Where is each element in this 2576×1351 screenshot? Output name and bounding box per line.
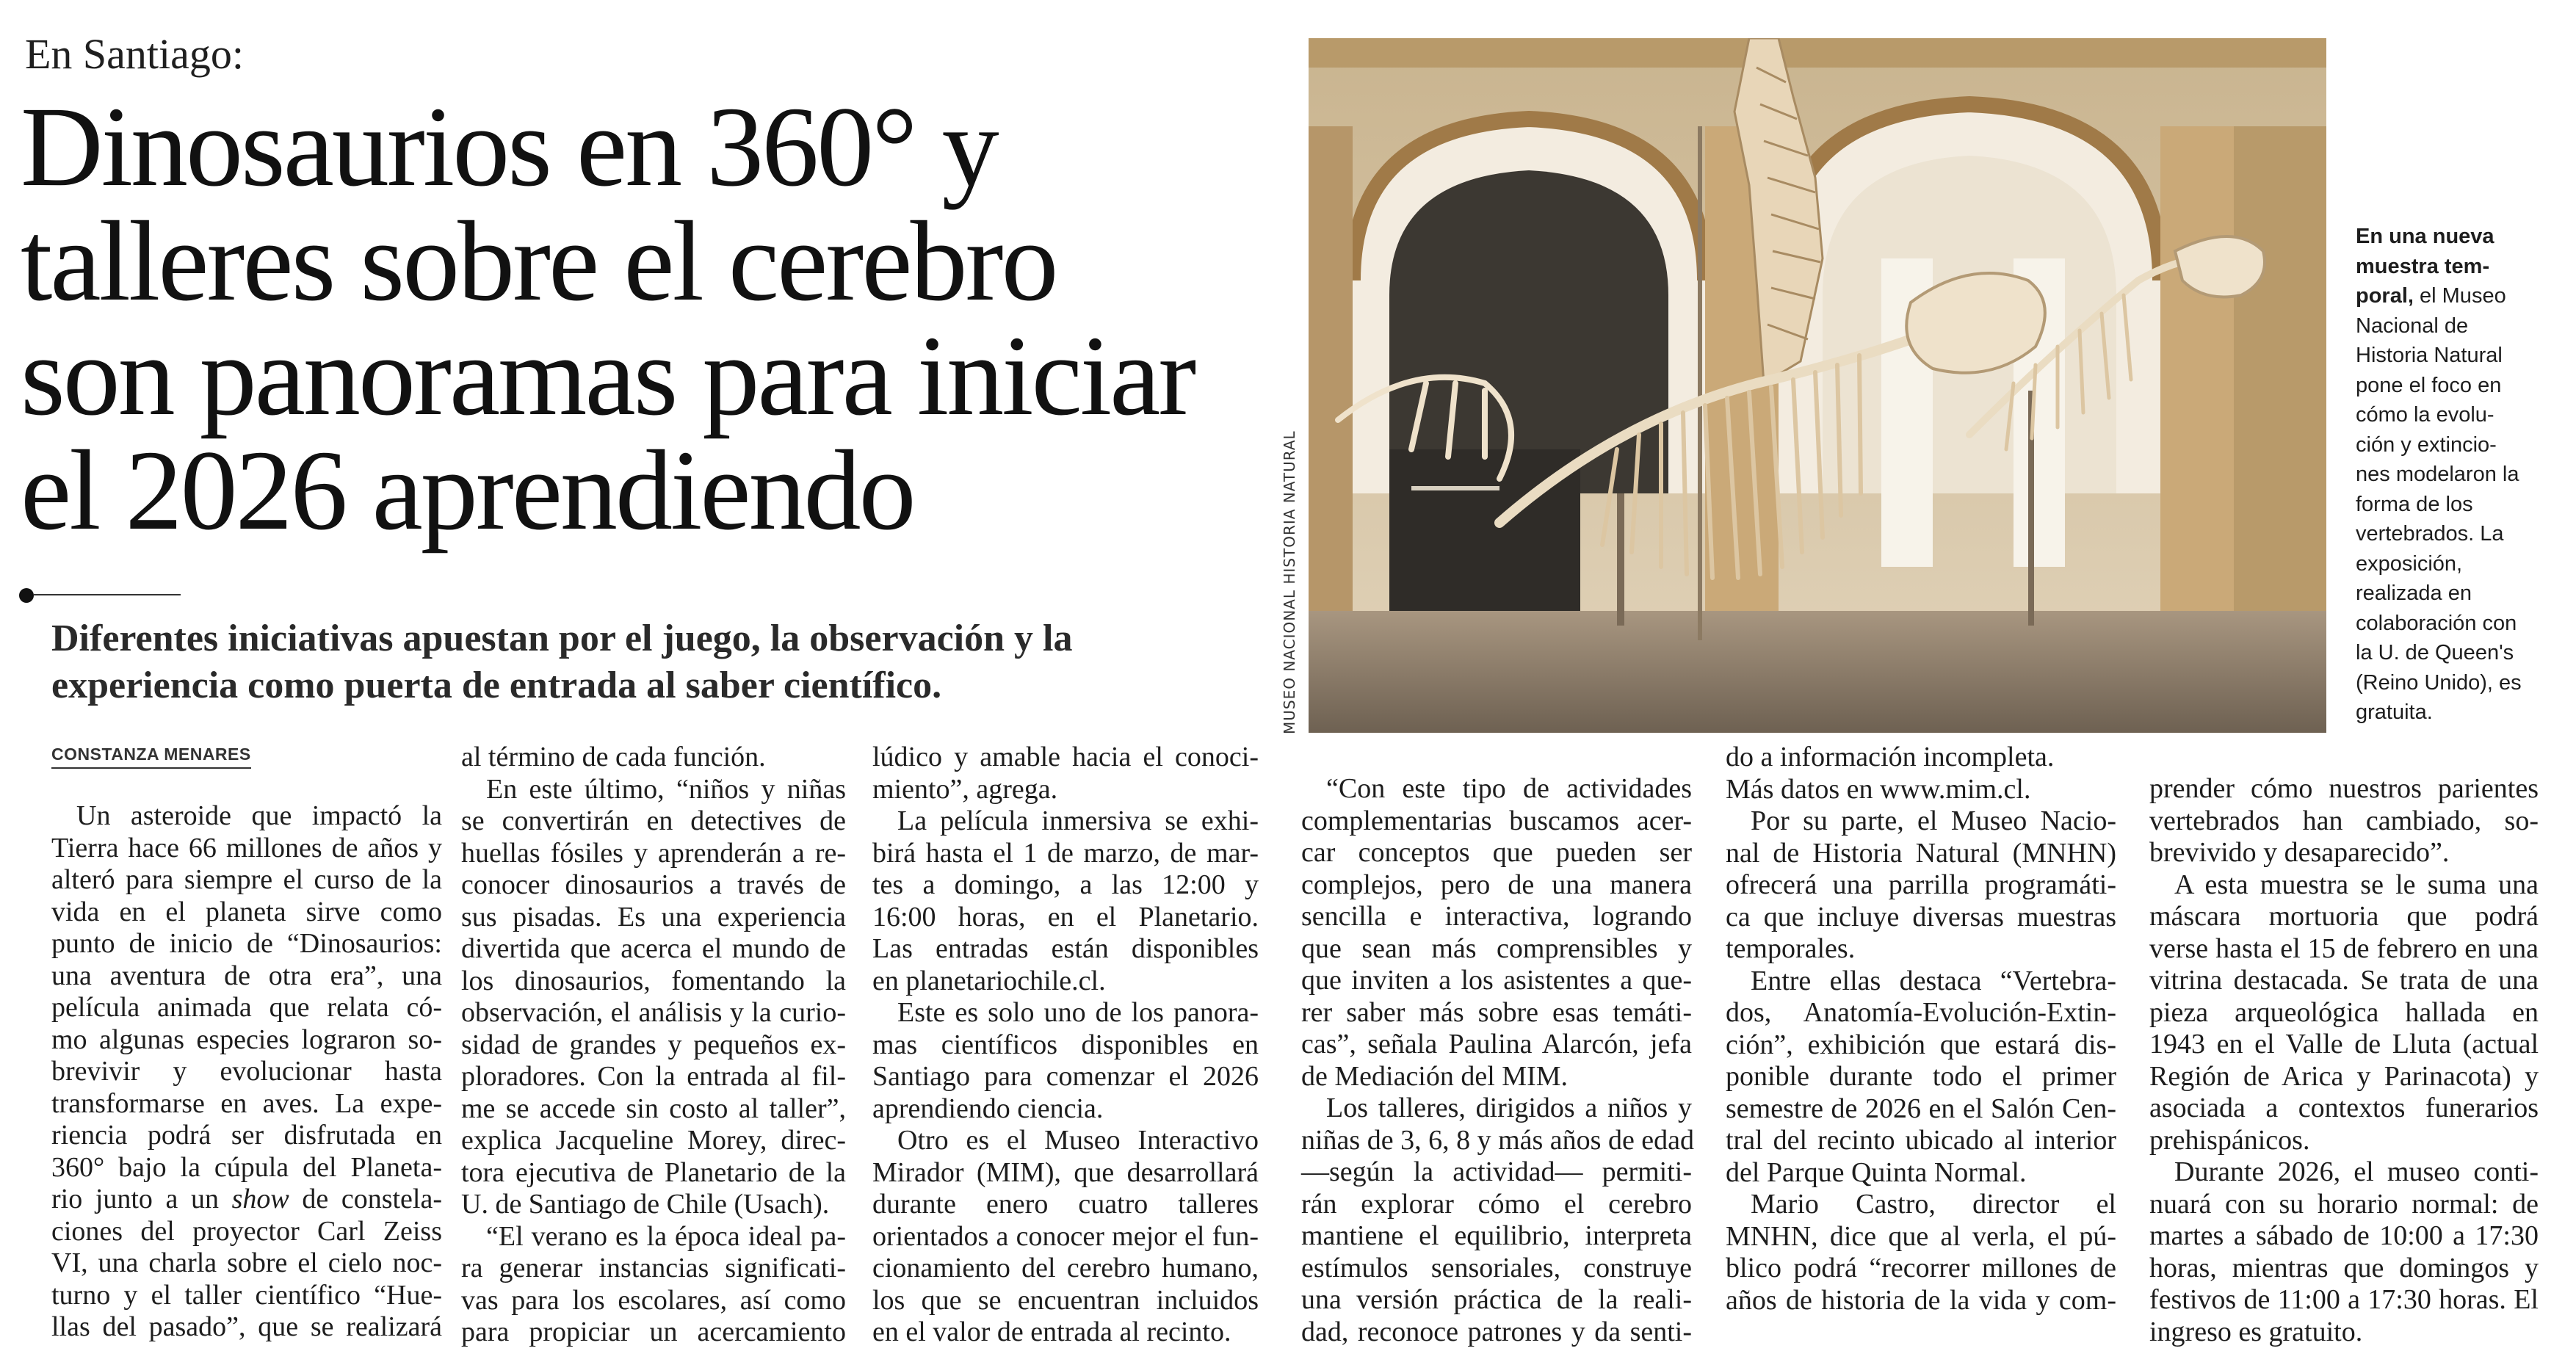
article-line: blico podrá “recorrer millones de bbox=[1726, 1253, 2116, 1283]
article-line: ciones del proyector Carl Zeiss bbox=[51, 1215, 442, 1247]
article-line: nuará con su horario normal: de bbox=[2149, 1188, 2539, 1220]
byline: CONSTANZA MENARES bbox=[51, 745, 251, 769]
article-line: ploradores. Con la entrada al fil- bbox=[461, 1061, 846, 1092]
article-line: martes a sábado de 10:00 a 17:30 bbox=[2149, 1220, 2539, 1251]
article-line: do a información incompleta. bbox=[1726, 742, 2055, 772]
article-line: 16:00 horas, en el Planetario. bbox=[872, 901, 1259, 932]
headline-line: Dinosaurios en 360° y bbox=[21, 83, 997, 210]
article-line: sus pisadas. Es una experiencia bbox=[461, 901, 846, 932]
article-line: brevivido y desaparecido”. bbox=[2149, 837, 2450, 868]
article-line: prehispánicos. bbox=[2149, 1124, 2310, 1156]
rule-divider bbox=[34, 594, 181, 595]
caption-line: forma de los bbox=[2356, 492, 2473, 516]
caption-line: ción y extincio- bbox=[2356, 432, 2497, 457]
article-line: Región de Arica y Parinacota) y bbox=[2149, 1060, 2539, 1092]
article-line: rer saber más sobre esas temáti- bbox=[1301, 996, 1692, 1028]
article-line: ra generar instancias significati- bbox=[461, 1253, 846, 1283]
article-line: miento”, agrega. bbox=[872, 773, 1058, 805]
article-line: una versión práctica de la reali- bbox=[1301, 1284, 1692, 1315]
rule-bullet bbox=[19, 588, 34, 603]
article-line: tora ejecutiva de Planetario de la bbox=[461, 1156, 846, 1188]
article-line: verse hasta el 15 de febrero en una bbox=[2149, 932, 2539, 964]
article-line: nal de Historia Natural (MNHN) bbox=[1726, 837, 2116, 869]
article-line: brevivir y evolucionar hasta bbox=[51, 1056, 442, 1087]
article-line: vitrina destacada. Se trata de una bbox=[2149, 965, 2539, 996]
article-line: Este es solo uno de los panora- bbox=[897, 997, 1259, 1028]
article-line: sencilla e interactiva, logrando bbox=[1301, 901, 1692, 932]
article-line: estímulos sensoriales, construye bbox=[1301, 1252, 1692, 1283]
article-column-5 bbox=[1726, 742, 2116, 1316]
article-line: orientados a conocer mejor el fun- bbox=[872, 1220, 1259, 1252]
article-line: mas científicos disponibles en bbox=[872, 1029, 1259, 1060]
museum-photo bbox=[1309, 38, 2326, 733]
caption-line: exposición, bbox=[2356, 551, 2463, 576]
article-column-3 bbox=[872, 742, 1259, 1349]
caption-text: el Museo bbox=[2413, 284, 2506, 308]
article-line: Mario Castro, director el bbox=[1751, 1189, 2116, 1220]
skeleton-exhibit-illustration bbox=[1309, 38, 2326, 733]
caption-line: cómo la evolu- bbox=[2356, 403, 2494, 427]
headline-line: el 2026 aprendiendo bbox=[21, 427, 914, 554]
article-line: película animada que relata có- bbox=[51, 992, 442, 1023]
article-line: al término de cada función. bbox=[461, 742, 766, 772]
caption-line: colaboración con bbox=[2356, 611, 2517, 635]
article-line: alteró para siempre el curso de la bbox=[51, 864, 442, 895]
article-column-1 bbox=[51, 800, 442, 1344]
article-line: una aventura de otra era”, una bbox=[51, 960, 442, 991]
caption-line: vertebrados. La bbox=[2356, 522, 2504, 546]
article-line: Los talleres, dirigidos a niños y bbox=[1326, 1093, 1692, 1123]
article-line: se convertirán en detectives de bbox=[461, 805, 846, 836]
article-line: vas para los escolares, así como bbox=[461, 1284, 846, 1316]
article-line: prender cómo nuestros parientes bbox=[2149, 773, 2539, 804]
article-column-6 bbox=[2149, 773, 2539, 1348]
article-line: que inviten a los asistentes a que- bbox=[1301, 965, 1692, 996]
article-line: asociada a contextos funerarios bbox=[2149, 1093, 2539, 1123]
article-line: punto de inicio de “Dinosaurios: bbox=[51, 928, 442, 959]
article-line: Tierra hace 66 millones de años y bbox=[51, 832, 442, 863]
caption-line: (Reino Unido), es bbox=[2356, 670, 2522, 695]
caption-line: nes modelaron la bbox=[2356, 463, 2519, 486]
caption-line: Nacional de bbox=[2356, 314, 2469, 338]
article-line: transformarse en aves. La expe- bbox=[51, 1087, 442, 1119]
article-column-2 bbox=[461, 742, 846, 1349]
caption-bold: poral, bbox=[2356, 284, 2414, 308]
caption-line bbox=[2356, 222, 2565, 252]
article-line: Por su parte, el Museo Nacio- bbox=[1751, 805, 2116, 836]
headline bbox=[21, 83, 1269, 554]
article-line: cionamiento del cerebro humano, bbox=[872, 1253, 1259, 1283]
photo-credit bbox=[1278, 430, 1300, 771]
kicker: En Santiago: bbox=[25, 30, 245, 78]
article-line: huellas fósiles y aprenderán a re- bbox=[461, 837, 846, 869]
article-line: ofrecerá una parrilla programáti- bbox=[1726, 869, 2116, 900]
article-line: en el valor de entrada al recinto. bbox=[872, 1316, 1231, 1347]
article-line: horas, mientras que domingos y bbox=[2149, 1252, 2539, 1283]
article-line: lúdico y amable hacia el conoci- bbox=[872, 742, 1259, 772]
article-line: Entre ellas destaca “Vertebra- bbox=[1751, 965, 2116, 996]
article-line: divertida que acerca el mundo de bbox=[461, 933, 846, 964]
caption-line: gratuita. bbox=[2356, 700, 2433, 724]
article-line: VI, una charla sobre el cielo noc- bbox=[51, 1247, 442, 1278]
article-line: —según la actividad— permiti- bbox=[1301, 1156, 1692, 1187]
subtitle-line: experiencia como puerta de entrada al saber científico. bbox=[51, 664, 942, 706]
article-line: rán explorar cómo el cerebro bbox=[1301, 1188, 1692, 1220]
article-line: niñas de 3, 6, 8 y más años de edad bbox=[1301, 1124, 1695, 1156]
italic-word: show bbox=[231, 1184, 289, 1214]
photo-credit-text: MUSEO NACIONAL HISTORIA NATURAL bbox=[1281, 430, 1298, 734]
article-line: “Con este tipo de actividades bbox=[1326, 773, 1692, 804]
article-line: U. de Santiago de Chile (Usach). bbox=[461, 1189, 830, 1220]
article-line: vertebrados han cambiado, so- bbox=[2149, 805, 2539, 836]
article-line: años de historia de la vida y com- bbox=[1726, 1284, 2116, 1316]
article-line: explica Jacqueline Morey, direc- bbox=[461, 1125, 846, 1156]
article-line: vida en el planeta sirve como bbox=[51, 896, 442, 927]
subtitle-line: Diferentes iniciativas apuestan por el juego, la observación y la bbox=[51, 617, 1073, 659]
article-line: durante enero cuatro talleres bbox=[872, 1189, 1259, 1220]
caption-bold: muestra tem- bbox=[2356, 254, 2490, 278]
article-line: complejos, pero de una manera bbox=[1301, 869, 1692, 900]
article-line: Otro es el Museo Interactivo bbox=[897, 1125, 1259, 1156]
article-line: riencia podrá ser disfrutada en bbox=[51, 1120, 442, 1151]
caption-line: pone el foco en bbox=[2356, 373, 2502, 397]
article-line: Un asteroide que impactó la bbox=[76, 800, 442, 831]
article-line: los que se encuentran incluidos bbox=[872, 1284, 1259, 1316]
article-line: ca que incluye diversas muestras bbox=[1726, 901, 2116, 932]
article-line: que sean más comprensibles y bbox=[1301, 932, 1692, 964]
caption-line: realizada en bbox=[2356, 582, 2472, 605]
article-line: Santiago para comenzar el 2026 bbox=[872, 1061, 1259, 1092]
article-line: Más datos en www.mim.cl. bbox=[1726, 773, 2031, 805]
article-line: tes a domingo, a las 12:00 y bbox=[872, 869, 1259, 900]
caption-line: la U. de Queen's bbox=[2356, 641, 2514, 664]
article-line: pieza arqueológica hallada en bbox=[2149, 996, 2539, 1028]
article-line: los dinosaurios, fomentando la bbox=[461, 965, 846, 996]
caption-bold: En una nueva bbox=[2356, 225, 2494, 248]
article-line: complementarias buscamos acer- bbox=[1301, 805, 1692, 836]
headline-line: son panoramas para iniciar bbox=[21, 312, 1195, 439]
article-line: mo algunas especies lograron so- bbox=[51, 1024, 442, 1055]
article-line: La película inmersiva se exhi- bbox=[897, 805, 1259, 836]
caption-line: Historia Natural bbox=[2356, 344, 2503, 367]
article-line: me se accede sin costo al taller”, bbox=[461, 1093, 846, 1124]
article-line: llas del pasado”, que se realizará bbox=[51, 1311, 442, 1342]
article-line: rio junto a un show de constela- bbox=[51, 1184, 442, 1214]
article-line: birá hasta el 1 de marzo, de mar- bbox=[872, 837, 1259, 869]
article-line: de Mediación del MIM. bbox=[1301, 1060, 1569, 1092]
article-line: para propiciar un acercamiento bbox=[461, 1316, 846, 1347]
article-line: Durante 2026, el museo conti- bbox=[2174, 1156, 2539, 1187]
article-line: cas”, señala Paulina Alarcón, jefa bbox=[1301, 1029, 1692, 1060]
article-line: en planetariochile.cl. bbox=[872, 965, 1106, 996]
article-line: mantiene el equilibrio, interpreta bbox=[1301, 1220, 1692, 1251]
article-line: ponible durante todo el primer bbox=[1726, 1061, 2116, 1092]
subtitle bbox=[51, 615, 1256, 709]
article-line: dos, Anatomía-Evolución-Extin- bbox=[1726, 997, 2116, 1028]
caption-line bbox=[2356, 281, 2565, 311]
headline-line: talleres sobre el cerebro bbox=[21, 198, 1057, 325]
caption-line bbox=[2356, 252, 2565, 282]
article-line: ingreso es gratuito. bbox=[2149, 1316, 2363, 1347]
photo-caption bbox=[2356, 222, 2565, 728]
article-line: Mirador (MIM), que desarrollará bbox=[872, 1156, 1259, 1188]
article-line: festivos de 11:00 a 17:30 horas. El bbox=[2149, 1284, 2539, 1315]
article-line: máscara mortuoria que podrá bbox=[2149, 901, 2539, 932]
article-line: “El verano es la época ideal pa- bbox=[486, 1220, 846, 1252]
article-line: ción”, exhibición que estará dis- bbox=[1726, 1029, 2116, 1060]
article-line: 360° bajo la cúpula del Planeta- bbox=[51, 1151, 442, 1183]
article-line: observación, el análisis y la curio- bbox=[461, 997, 846, 1028]
article-column-4 bbox=[1301, 773, 1695, 1348]
article-line: 1943 en el Valle de Lluta (actual bbox=[2149, 1029, 2539, 1060]
article-line: MNHN, dice que al verla, el pú- bbox=[1726, 1220, 2116, 1252]
article-line: aprendiendo ciencia. bbox=[872, 1093, 1104, 1124]
article-line: car conceptos que pueden ser bbox=[1301, 837, 1692, 868]
article-line: En este último, “niños y niñas bbox=[486, 773, 846, 805]
article-line: sidad de grandes y pequeños ex- bbox=[461, 1029, 846, 1060]
article-line: temporales. bbox=[1726, 933, 1856, 964]
article-line: del Parque Quinta Normal. bbox=[1726, 1156, 2027, 1188]
article-line: tral del recinto ubicado al interior bbox=[1726, 1125, 2116, 1156]
article-line: semestre de 2026 en el Salón Cen- bbox=[1726, 1093, 2116, 1124]
article-line: dad, reconoce patrones y da senti- bbox=[1301, 1316, 1692, 1347]
article-line: turno y el taller científico “Hue- bbox=[51, 1279, 442, 1311]
article-line: A esta muestra se le suma una bbox=[2174, 869, 2539, 900]
article-line: Las entradas están disponibles bbox=[872, 933, 1259, 964]
article-line: conocer dinosaurios a través de bbox=[461, 869, 846, 900]
